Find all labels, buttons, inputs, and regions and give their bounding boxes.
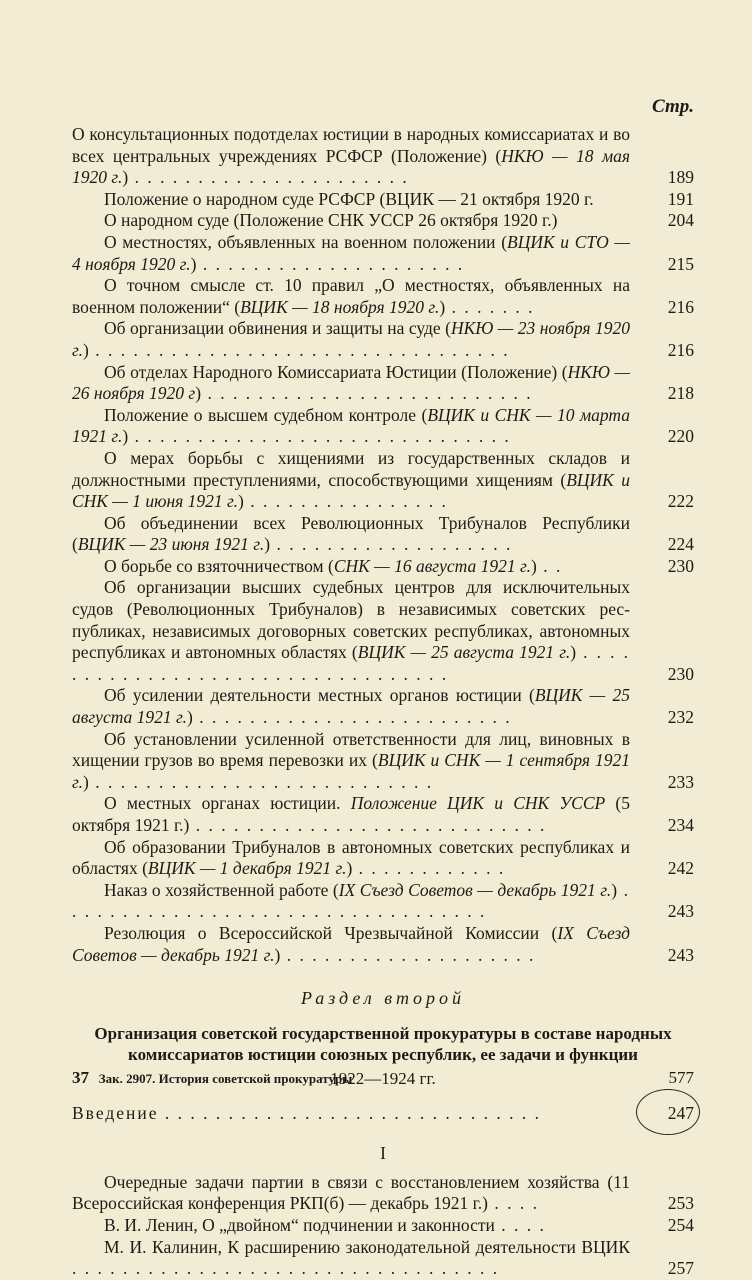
toc-entry-title bbox=[72, 1172, 630, 1215]
toc-entry-text: ) bbox=[439, 296, 446, 317]
toc-entry-text: Положение о высшем судебном контроле ( bbox=[104, 404, 428, 425]
toc-page-number: 234 bbox=[667, 815, 694, 835]
toc-entry[interactable] bbox=[72, 189, 694, 211]
leader-dots: . . . . . . . . . . . . . . . . . . . . . . . . . . . . . . . . . bbox=[88, 339, 510, 360]
toc-entry-text: ) bbox=[531, 555, 537, 576]
toc-page-number: 218 bbox=[667, 383, 694, 404]
toc-entry-text: ) bbox=[570, 642, 577, 663]
toc-page-number: 230 bbox=[667, 663, 694, 684]
toc-page-number: 232 bbox=[667, 707, 694, 728]
toc-entry-source: ВЦИК и СНК — 1 июня 1921 г. bbox=[72, 469, 630, 512]
toc-entry[interactable] bbox=[72, 923, 694, 966]
table-of-contents bbox=[72, 124, 694, 1280]
toc-entry-text: ) bbox=[611, 879, 618, 900]
toc-entry-source: ВЦИК и СНК — 1 сентября 1921 г. bbox=[72, 750, 630, 792]
leader-dots: . . . . . . . . . . . . . . . . . . . . . . . . . . . . bbox=[189, 815, 547, 835]
toc-entry-text: О народном суде (Положение СНК УССР 26 октября 1920 г.) bbox=[104, 210, 558, 231]
toc-entry-source: ВЦИК — 25 августа 1921 г. bbox=[72, 685, 630, 728]
toc-entry[interactable] bbox=[72, 685, 694, 728]
toc-page-number: 230 bbox=[667, 555, 694, 576]
toc-entry-title bbox=[72, 793, 630, 836]
toc-entry[interactable] bbox=[72, 232, 694, 275]
toc-entry-introduction[interactable] bbox=[72, 1103, 694, 1125]
toc-entry[interactable] bbox=[72, 577, 694, 685]
toc-page-number: 253 bbox=[667, 1193, 694, 1214]
toc-entry-title bbox=[72, 729, 630, 794]
toc-entry-text: О мерах борьбы с хищениями из государственных складов и должностными преступлениями, способствующими хищениям ( bbox=[72, 447, 630, 490]
toc-entry[interactable] bbox=[72, 793, 694, 836]
toc-entry-source: ВЦИК и СНК — 10 марта 1921 г. bbox=[72, 404, 630, 447]
toc-page-number: 257 bbox=[667, 1258, 694, 1279]
toc-entry-text: Об организации высших судебных центров для исключительных судов (Революционных Трибуналов) в независимых советских республиках, независимых договорных советских республиках, автономных республиках и автономных областях ( bbox=[72, 577, 630, 663]
toc-entry-source: IX Съезд Советов — декабрь 1921 г. bbox=[338, 879, 612, 900]
leader-dots: . . bbox=[536, 555, 563, 576]
toc-entry[interactable] bbox=[72, 210, 694, 232]
toc-entry-source: ВЦИК и СТО — 4 ноября 1920 г. bbox=[72, 231, 630, 274]
toc-entry[interactable] bbox=[72, 556, 694, 578]
toc-entry-text: Очередные задачи партии в связи с восстановлением хозяйства (11 Всероссийская конференция РКП(б) — декабрь 1921 г.) bbox=[72, 1171, 630, 1214]
toc-entry[interactable] bbox=[72, 1215, 694, 1237]
toc-entry[interactable] bbox=[72, 880, 694, 923]
leader-dots: . . . . . . . . . . . . . . . . . . . . . bbox=[196, 253, 465, 274]
introduction-label: Введение bbox=[72, 1103, 159, 1124]
part-numeral: I bbox=[380, 1142, 386, 1163]
toc-entry-source: НКЮ — 26 ноября 1920 г bbox=[72, 361, 631, 404]
toc-list bbox=[72, 124, 694, 966]
toc-entry[interactable] bbox=[72, 729, 694, 794]
toc-entry-title bbox=[72, 1237, 630, 1280]
leader-dots: . . . . . . . . . . . . bbox=[352, 858, 506, 879]
page-footer bbox=[72, 1068, 694, 1088]
toc-entry-source: ВЦИК — 18 ноября 1920 г. bbox=[240, 296, 440, 317]
toc-entry[interactable] bbox=[72, 1172, 694, 1215]
toc-entry-text: ) bbox=[82, 771, 89, 792]
section-years: 1922—1924 гг. bbox=[330, 1069, 436, 1089]
toc-entry[interactable] bbox=[72, 405, 694, 448]
leader-dots: . . . . . . . . . . . . . . . . . . . . . . bbox=[128, 167, 409, 188]
leader-dots: . . . . . . . . . . . . . . . . . . . . . . . . . . . . . . . . . . bbox=[72, 879, 631, 922]
toc-page-number: 216 bbox=[667, 339, 694, 360]
toc-page-number: 189 bbox=[667, 167, 694, 188]
toc-entry-title bbox=[72, 189, 630, 211]
toc-entry-text: Об отделах Народного Комиссариата Юстиции (Положение) ( bbox=[104, 361, 568, 382]
toc-page-number: 220 bbox=[667, 426, 694, 447]
toc-entry-title bbox=[72, 837, 630, 880]
leader-dots: . . . . . . . . . . . . . . . . . . . . . . . . . . bbox=[201, 383, 533, 404]
toc-page-number: 204 bbox=[667, 210, 694, 231]
toc-entry-source: ВЦИК — 23 июня 1921 г. bbox=[77, 534, 265, 555]
section-subtitle: Организация советской государственной прокуратуры в составе народных комиссариатов юстиции союзных республик, ее задачи и функции bbox=[94, 1024, 672, 1065]
toc-page-number: 247 bbox=[667, 1103, 694, 1124]
leader-dots: . . . . . . . . . . . . . . . . . . . . . . . . . . . . . . . . . . bbox=[72, 642, 630, 684]
leader-dots: . . . . . . . . . . . . . . . . . . . . . . . . . . . . . . bbox=[158, 1103, 542, 1124]
printer-note: Зак. 2907. История советской прокуратуры bbox=[98, 1071, 353, 1086]
toc-entry-title bbox=[72, 923, 630, 966]
page-number: 577 bbox=[668, 1068, 694, 1087]
toc-entry-text: Об объединении всех Революционных Трибуналов Республики ( bbox=[72, 512, 630, 555]
toc-entry-title bbox=[72, 880, 630, 923]
toc-entry-text: (5 октября 1921 г.) bbox=[72, 793, 630, 835]
toc-entry-title bbox=[72, 232, 630, 275]
toc-entry-text: Об установлении усиленной ответственности для лиц, виновных в хищении грузов во время перевозки их ( bbox=[72, 728, 630, 771]
toc-entry-text: ) bbox=[122, 167, 129, 188]
toc-entry[interactable] bbox=[72, 837, 694, 880]
leader-dots: . . . . bbox=[488, 1193, 540, 1214]
toc-entry[interactable] bbox=[72, 448, 694, 513]
leader-dots: . . . . . . . . . . . . . . . . . . . . bbox=[280, 944, 536, 965]
pencil-circle-mark bbox=[636, 1089, 700, 1135]
leader-dots: . . . . . . . . . . . . . . . . . . . . . . . . . . . . . . bbox=[128, 426, 511, 447]
page-column-heading: Стр. bbox=[652, 96, 694, 117]
toc-entry[interactable] bbox=[72, 275, 694, 318]
toc-entry-title bbox=[72, 275, 630, 318]
toc-entry-title bbox=[72, 448, 630, 513]
toc-entry-text: Об организации обвинения и защиты на суде ( bbox=[104, 318, 451, 339]
toc-entry-source: ВЦИК — 1 декабря 1921 г. bbox=[147, 858, 347, 879]
toc-page-number: 191 bbox=[667, 188, 694, 209]
toc-entry-text: В. И. Ленин, О „двойном“ подчинении и законности bbox=[104, 1214, 495, 1235]
toc-page-number: 242 bbox=[667, 858, 694, 879]
toc-entry-title bbox=[72, 405, 630, 448]
printer-signature-mark: 37 bbox=[72, 1068, 89, 1087]
toc-entry-title bbox=[72, 513, 630, 556]
toc-entry-text: ) bbox=[187, 707, 193, 728]
toc-entry-text: О местностях, объявленных на военном положении ( bbox=[104, 231, 508, 252]
toc-entry-source: ВЦИК — 25 августа 1921 г. bbox=[357, 642, 571, 663]
toc-entry-text: О консультационных подотделах юстиции в народных комиссариатах и во всех центральных учреждениях РСФСР (Положение) ( bbox=[72, 124, 630, 166]
toc-entry-title bbox=[72, 577, 630, 685]
toc-page-number: 215 bbox=[667, 253, 694, 274]
toc-page-number: 243 bbox=[667, 944, 694, 965]
leader-dots: . . . . . . . . . . . . . . . . . . . . . . . . . . . bbox=[88, 771, 434, 792]
toc-entry[interactable] bbox=[72, 513, 694, 556]
toc-entry-text: ) bbox=[264, 534, 271, 555]
toc-entry-text: ) bbox=[274, 944, 281, 965]
leader-dots: . . . . bbox=[494, 1214, 546, 1235]
leader-dots: . . . . . . . . . . . . . . . . bbox=[243, 491, 448, 512]
toc-page-number: 224 bbox=[667, 534, 694, 555]
toc-entry-title bbox=[72, 124, 630, 189]
toc-entry-text: Об образовании Трибуналов в автономных советских республиках и областях ( bbox=[72, 836, 630, 879]
toc-entry-text: ) bbox=[122, 426, 129, 447]
toc-entry-source: СНК — 16 августа 1921 г. bbox=[333, 555, 531, 576]
toc-entry-text: ) bbox=[238, 491, 244, 512]
toc-entry-title bbox=[72, 362, 630, 405]
toc-entry-text: Наказ о хозяйственной работе ( bbox=[104, 879, 339, 900]
toc-entry-text: Положение о народном суде РСФСР (ВЦИК — 21 октября 1920 г. bbox=[104, 188, 594, 209]
toc-entry[interactable] bbox=[72, 318, 694, 361]
toc-page-number: 216 bbox=[667, 296, 694, 317]
toc-entry-text: ) bbox=[195, 383, 202, 404]
part-entries-list bbox=[72, 1172, 694, 1280]
toc-page-number: 243 bbox=[667, 901, 694, 922]
toc-entry-text: Об усилении деятельности местных органов юстиции ( bbox=[104, 685, 535, 706]
toc-entry-text: О точном смысле ст. 10 правил „О местностях, объявленных на военном положении“ ( bbox=[72, 275, 630, 317]
toc-entry-title bbox=[72, 556, 630, 578]
leader-dots: . . . . . . . . . . . . . . . . . . . bbox=[270, 534, 513, 555]
toc-page-number: 254 bbox=[667, 1214, 694, 1235]
toc-entry[interactable] bbox=[72, 1237, 694, 1280]
toc-entry[interactable] bbox=[72, 124, 694, 189]
toc-entry-text: О борьбе со взяточничеством ( bbox=[104, 555, 334, 576]
toc-entry-text: ) bbox=[346, 858, 353, 879]
toc-entry-source: НКЮ — 23 ноября 1920 г. bbox=[72, 318, 630, 360]
toc-entry-source: НКЮ — 18 мая 1920 г. bbox=[72, 145, 630, 188]
toc-entry-title bbox=[72, 1215, 630, 1237]
toc-entry-title bbox=[72, 210, 630, 232]
toc-entry-title bbox=[72, 685, 630, 728]
toc-entry-text: Резолюция о Всероссийской Чрезвычайной Комиссии ( bbox=[104, 922, 558, 943]
toc-entry-source: IX Съезд Советов — декабрь 1921 г. bbox=[72, 922, 630, 965]
toc-page-number: 233 bbox=[667, 771, 694, 792]
toc-entry[interactable] bbox=[72, 362, 694, 405]
toc-entry-text: ) bbox=[190, 253, 197, 274]
leader-dots: . . . . . . . . . . . . . . . . . . . . . . . . . . . . . . . . . . bbox=[72, 1258, 500, 1279]
leader-dots: . . . . . . . bbox=[445, 296, 535, 317]
toc-entry-text: М. И. Калинин, К расширению законодательной деятельности ВЦИК bbox=[104, 1236, 630, 1257]
toc-entry-title bbox=[72, 318, 630, 361]
toc-entry-text: О местных органах юстиции. bbox=[104, 793, 351, 814]
toc-page-number: 222 bbox=[667, 491, 694, 512]
toc-entry-source: Положение ЦИК и СНК УССР bbox=[350, 793, 606, 814]
leader-dots: . . . . . . . . . . . . . . . . . . . . . . . . . bbox=[192, 707, 512, 728]
section-title: Раздел второй bbox=[300, 988, 466, 1009]
toc-entry-text: ) bbox=[82, 339, 89, 360]
